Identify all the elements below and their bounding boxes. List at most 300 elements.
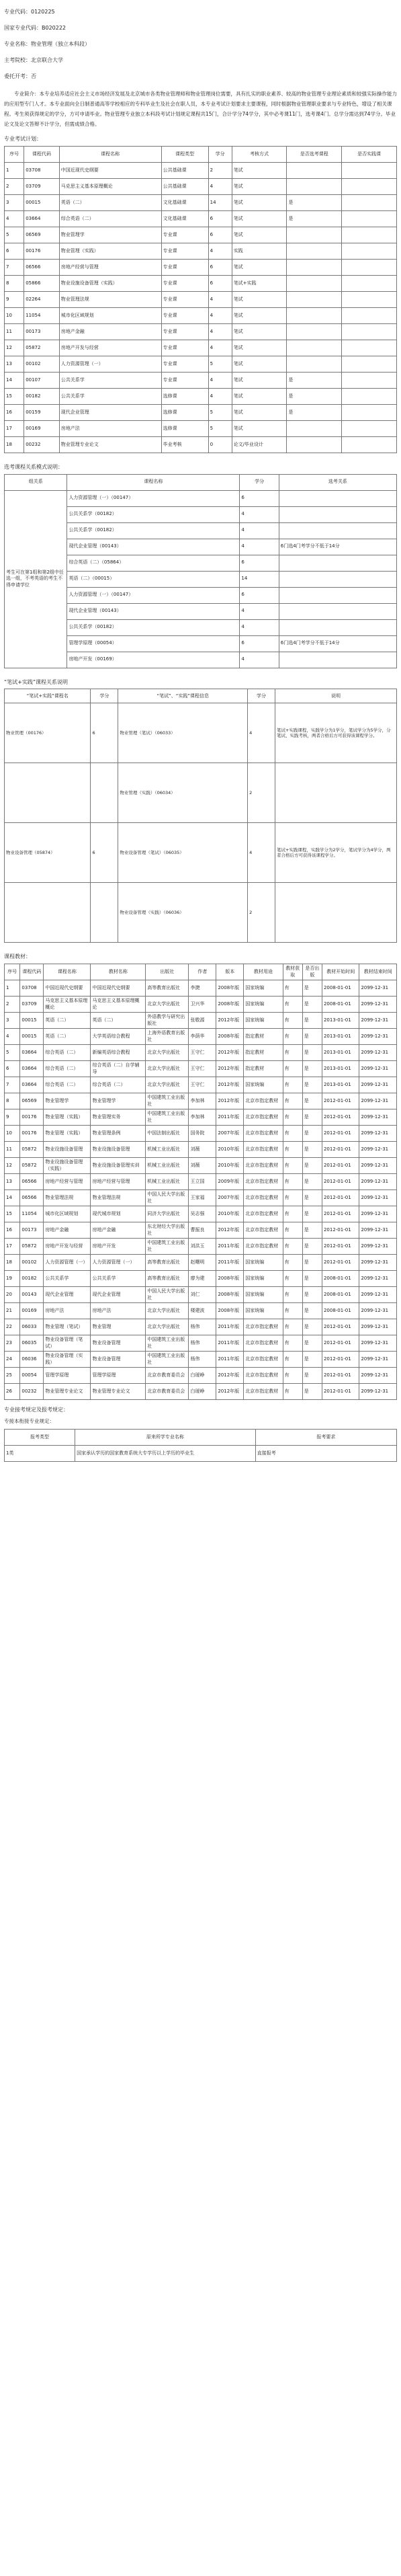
- elective-cell: 4: [240, 603, 279, 619]
- textbook-cell: 是: [302, 1190, 322, 1206]
- plan-cell: 7: [5, 259, 24, 275]
- plan-cell: 6: [208, 275, 232, 291]
- exam-plan-table: [4, 146, 397, 453]
- textbook-cell: 国家统编: [244, 1077, 283, 1093]
- elective-header: 选考关系: [279, 474, 396, 490]
- textbook-cell: 英语（二）: [91, 1013, 146, 1029]
- practice-row: [5, 703, 397, 763]
- textbook-cell: 北京市教育委员会: [146, 1384, 189, 1400]
- plan-cell: 9: [5, 291, 24, 307]
- textbook-cell: 18: [5, 1255, 20, 1271]
- textbook-cell: 2099-12-31: [359, 1287, 397, 1303]
- textbook-cell: 有: [283, 1109, 302, 1126]
- textbook-cell: 刘薇: [189, 1142, 216, 1158]
- textbook-cell: 刘薇: [189, 1158, 216, 1174]
- specialty-name: 专业名称：物业管理（独立本科段）: [4, 41, 90, 47]
- practice-header: 学分: [248, 689, 275, 703]
- plan-header: 是否实践课: [342, 146, 397, 162]
- plan-cell: 笔试: [232, 372, 287, 388]
- plan-cell: [342, 275, 397, 291]
- plan-cell: 4: [208, 243, 232, 259]
- textbook-cell: 06566: [20, 1190, 44, 1206]
- plan-row: [5, 404, 397, 420]
- textbook-cell: 是: [302, 997, 322, 1013]
- plan-row: [5, 356, 397, 372]
- textbook-cell: 2008年版: [216, 1287, 244, 1303]
- plan-cell: 是: [287, 404, 342, 420]
- plan-cell: 03709: [24, 178, 60, 194]
- textbook-cell: 有: [283, 1319, 302, 1335]
- document-page: [4, 0, 397, 1462]
- textbook-cell: 物业管理学: [91, 1093, 146, 1109]
- elective-cell: [279, 571, 396, 587]
- elective-table: [4, 474, 397, 668]
- elective-cell: 现代企业管理（00143）: [67, 603, 240, 619]
- textbook-cell: 刘洪玉: [189, 1239, 216, 1255]
- textbook-table: [4, 964, 397, 1400]
- plan-cell: 笔试: [232, 259, 287, 275]
- plan-cell: 专业课: [161, 323, 208, 340]
- elective-cell: 6: [240, 555, 279, 571]
- plan-row: [5, 323, 397, 340]
- elective-cell: 现代企业管理（00143）: [67, 539, 240, 555]
- plan-cell: 选修课: [161, 420, 208, 436]
- elective-cell: 4: [240, 522, 279, 539]
- textbook-cell: 北京大学出版社: [146, 1045, 189, 1061]
- practice-header: “笔试”、“实践”课程信息: [118, 689, 248, 703]
- textbook-header: 是否出版: [302, 964, 322, 980]
- plan-cell: 4: [208, 178, 232, 194]
- plan-cell: 4: [208, 323, 232, 340]
- textbook-cell: 22: [5, 1319, 20, 1335]
- textbook-row: [5, 1384, 397, 1400]
- textbook-cell: 15: [5, 1206, 20, 1222]
- textbook-cell: 国家统编: [244, 997, 283, 1013]
- textbook-cell: 北京市教育委员会: [146, 1368, 189, 1384]
- specialty-code: 专业代码：0120225: [4, 9, 55, 15]
- elective-cell: 6门选4门考学分不低于14分: [279, 539, 396, 555]
- textbook-cell: 楼建波: [189, 1303, 216, 1319]
- plan-cell: 2: [208, 162, 232, 178]
- textbook-cell: 2008-01-01: [322, 997, 359, 1013]
- plan-cell: 03664: [24, 210, 60, 227]
- plan-cell: 选修课: [161, 404, 208, 420]
- plan-header: 是否选考课程: [287, 146, 342, 162]
- textbook-cell: 2011年版: [216, 1352, 244, 1368]
- textbook-cell: 有: [283, 1384, 302, 1400]
- textbook-cell: 2099-12-31: [359, 1190, 397, 1206]
- textbook-cell: 李加林: [189, 1093, 216, 1109]
- textbook-cell: 00232: [20, 1384, 44, 1400]
- textbook-cell: 19: [5, 1271, 20, 1287]
- plan-cell: 物业管理法规: [59, 291, 161, 307]
- textbook-cell: 北京大学出版社: [146, 1061, 189, 1077]
- plan-row: [5, 259, 397, 275]
- textbook-cell: 北京市指定教材: [244, 1335, 283, 1352]
- plan-cell: [342, 243, 397, 259]
- textbook-row: [5, 1368, 397, 1384]
- textbook-cell: 房地产法: [44, 1303, 91, 1319]
- textbook-cell: 中国近现代史纲要: [44, 980, 91, 997]
- textbook-cell: 是: [302, 1335, 322, 1352]
- textbook-cell: 00102: [20, 1255, 44, 1271]
- practice-cell: 物业管理（笔试）（06033）: [118, 703, 248, 763]
- textbook-cell: 06036: [20, 1352, 44, 1368]
- elective-cell: 人力资源管理（一）（00147）: [67, 587, 240, 603]
- textbook-cell: 是: [302, 1271, 322, 1287]
- textbook-cell: 同济大学出版社: [146, 1206, 189, 1222]
- admission-row: [5, 1446, 397, 1462]
- textbook-cell: 2013-01-01: [322, 1045, 359, 1061]
- plan-cell: [287, 291, 342, 307]
- admission-header: 原来所学专业名称: [75, 1430, 256, 1446]
- textbook-cell: 马克思主义基本原理概论: [91, 997, 146, 1013]
- textbook-cell: 13: [5, 1174, 20, 1190]
- textbook-cell: 2008-01-01: [322, 980, 359, 997]
- textbook-cell: 物业设施设备管理（实践）: [44, 1158, 91, 1174]
- plan-cell: 1: [5, 162, 24, 178]
- textbook-cell: 2008-01-01: [322, 1287, 359, 1303]
- plan-cell: 实践: [232, 243, 287, 259]
- plan-row: [5, 372, 397, 388]
- textbook-row: [5, 1271, 397, 1287]
- textbook-cell: 中国人民大学出版社: [146, 1287, 189, 1303]
- textbook-cell: 有: [283, 1206, 302, 1222]
- plan-cell: 房地产经营与管理: [59, 259, 161, 275]
- textbook-cell: 有: [283, 1368, 302, 1384]
- textbook-cell: 是: [302, 1061, 322, 1077]
- textbook-cell: 10: [5, 1126, 20, 1142]
- plan-cell: 公共关系学: [59, 388, 161, 404]
- plan-cell: [287, 162, 342, 178]
- textbook-cell: 综合英语（二）: [44, 1077, 91, 1093]
- textbook-cell: 是: [302, 1045, 322, 1061]
- textbook-cell: 外语教学与研究出版社: [146, 1013, 189, 1029]
- textbook-cell: 2011年版: [216, 1319, 244, 1335]
- plan-cell: [342, 307, 397, 323]
- plan-cell: 笔试: [232, 210, 287, 227]
- elective-cell: [279, 652, 396, 668]
- textbook-cell: 是: [302, 1368, 322, 1384]
- textbook-cell: 有: [283, 1287, 302, 1303]
- textbook-row: [5, 1093, 397, 1109]
- textbook-cell: 00176: [20, 1126, 44, 1142]
- practice-row: [5, 883, 397, 943]
- textbook-cell: 国家统编: [244, 1255, 283, 1271]
- textbook-cell: 高等教育出版社: [146, 1271, 189, 1287]
- textbook-cell: 管理学原理: [91, 1368, 146, 1384]
- textbook-cell: 12: [5, 1158, 20, 1174]
- practice-header: “笔试+实践”课程名: [5, 689, 91, 703]
- textbook-cell: 2013-01-01: [322, 1029, 359, 1045]
- textbook-cell: 北京市指定教材: [244, 1158, 283, 1174]
- textbook-cell: 李荫华: [189, 1029, 216, 1045]
- plan-cell: 公共关系学: [59, 372, 161, 388]
- textbook-cell: 王家福: [189, 1190, 216, 1206]
- textbook-cell: 北京市指定教材: [244, 1126, 283, 1142]
- textbook-cell: 李加林: [189, 1109, 216, 1126]
- plan-cell: 笔试: [232, 307, 287, 323]
- plan-cell: 4: [208, 388, 232, 404]
- plan-cell: 4: [5, 210, 24, 227]
- textbook-cell: 东北财经大学出版社: [146, 1222, 189, 1239]
- plan-cell: 00102: [24, 356, 60, 372]
- plan-cell: 05866: [24, 275, 60, 291]
- elective-cell: 4: [240, 652, 279, 668]
- plan-cell: [287, 275, 342, 291]
- textbook-cell: 中国建筑工业出版社: [146, 1239, 189, 1255]
- elective-cell: [279, 619, 396, 635]
- textbook-cell: 2012-01-01: [322, 1335, 359, 1352]
- textbook-cell: 2012-01-01: [322, 1255, 359, 1271]
- textbook-cell: 有: [283, 1013, 302, 1029]
- plan-cell: 8: [5, 275, 24, 291]
- textbook-cell: 综合英语（二）自学辅导: [91, 1061, 146, 1077]
- plan-cell: 00015: [24, 194, 60, 210]
- textbook-cell: 2099-12-31: [359, 1352, 397, 1368]
- plan-header: 序号: [5, 146, 24, 162]
- plan-cell: [287, 340, 342, 356]
- textbook-cell: 03664: [20, 1045, 44, 1061]
- plan-cell: 00232: [24, 436, 60, 453]
- plan-cell: 笔试: [232, 194, 287, 210]
- textbook-cell: 2099-12-31: [359, 1319, 397, 1335]
- textbook-cell: 2012-01-01: [322, 1093, 359, 1109]
- plan-cell: 05872: [24, 340, 60, 356]
- textbook-cell: 00054: [20, 1368, 44, 1384]
- textbook-cell: 物业设备管理: [91, 1352, 146, 1368]
- textbook-cell: 2010年版: [216, 1158, 244, 1174]
- plan-cell: [342, 162, 397, 178]
- textbook-cell: 2008-01-01: [322, 1271, 359, 1287]
- textbook-cell: 中国建筑工业出版社: [146, 1109, 189, 1126]
- exam-school: 主考院校：北京联合大学: [4, 57, 63, 63]
- plan-cell: 专业课: [161, 340, 208, 356]
- textbook-cell: 2012-01-01: [322, 1126, 359, 1142]
- plan-cell: 专业课: [161, 227, 208, 243]
- elective-cell: 4: [240, 539, 279, 555]
- textbook-cell: 北京市指定教材: [244, 1190, 283, 1206]
- textbook-cell: 2099-12-31: [359, 1142, 397, 1158]
- textbook-cell: 有: [283, 1142, 302, 1158]
- textbook-cell: 北京市指定教材: [244, 1109, 283, 1126]
- textbook-cell: 17: [5, 1239, 20, 1255]
- textbook-cell: 物业管理法规: [44, 1190, 91, 1206]
- textbook-cell: 有: [283, 1271, 302, 1287]
- textbook-cell: 杨伟: [189, 1335, 216, 1352]
- plan-row: [5, 436, 397, 453]
- textbook-cell: 2099-12-31: [359, 1271, 397, 1287]
- plan-cell: 专业课: [161, 243, 208, 259]
- admission-section-title: 专业接考规定及报考规定：: [4, 1407, 69, 1413]
- textbook-cell: 7: [5, 1077, 20, 1093]
- textbook-cell: 2012-01-01: [322, 1174, 359, 1190]
- textbook-cell: 李捷: [189, 980, 216, 997]
- textbook-cell: 11054: [20, 1206, 44, 1222]
- textbook-cell: 杨伟: [189, 1319, 216, 1335]
- textbook-cell: 有: [283, 1335, 302, 1352]
- textbook-cell: 机械工业出版社: [146, 1142, 189, 1158]
- textbook-cell: 王守仁: [189, 1045, 216, 1061]
- elective-cell: 4: [240, 619, 279, 635]
- textbook-cell: 北京市指定教材: [244, 1368, 283, 1384]
- textbook-cell: 有: [283, 1029, 302, 1045]
- textbook-cell: 2008年版: [216, 997, 244, 1013]
- textbook-cell: 中国人民大学出版社: [146, 1190, 189, 1206]
- textbook-cell: 物业管理专业论文: [44, 1384, 91, 1400]
- plan-cell: 笔试: [232, 340, 287, 356]
- textbook-cell: 房地产开发与经营: [44, 1239, 91, 1255]
- textbook-cell: 03664: [20, 1061, 44, 1077]
- textbook-cell: 2008年版: [216, 1271, 244, 1287]
- textbook-cell: 指定教材: [244, 1061, 283, 1077]
- plan-cell: [342, 227, 397, 243]
- plan-cell: 专业课: [161, 291, 208, 307]
- textbook-row: [5, 1239, 397, 1255]
- elective-cell: 综合英语（二）（05864）: [67, 555, 240, 571]
- practice-header: 学分: [91, 689, 118, 703]
- textbook-cell: 是: [302, 1142, 322, 1158]
- textbook-cell: 2099-12-31: [359, 1077, 397, 1093]
- textbook-cell: 05872: [20, 1239, 44, 1255]
- plan-cell: 14: [208, 194, 232, 210]
- plan-cell: 笔试+实践: [232, 275, 287, 291]
- textbook-cell: 北京市指定教材: [244, 1206, 283, 1222]
- elective-cell: 房地产开发（00169）: [67, 652, 240, 668]
- textbook-cell: 英语（二）: [44, 1013, 91, 1029]
- textbook-cell: 2012年版: [216, 1061, 244, 1077]
- textbook-cell: 2099-12-31: [359, 1126, 397, 1142]
- textbook-cell: 26: [5, 1384, 20, 1400]
- plan-cell: 专业课: [161, 275, 208, 291]
- textbook-cell: 00169: [20, 1303, 44, 1319]
- plan-cell: [287, 243, 342, 259]
- textbook-cell: 卫兴华: [189, 997, 216, 1013]
- admission-cell: 国家承认学历的国家教育系统大专学历以上学历的毕业生: [75, 1446, 256, 1462]
- textbook-row: [5, 1029, 397, 1045]
- textbook-row: [5, 1352, 397, 1368]
- textbook-cell: 14: [5, 1190, 20, 1206]
- elective-header: 学分: [240, 474, 279, 490]
- elective-cell: [279, 555, 396, 571]
- textbook-header: 教材开始时间: [322, 964, 359, 980]
- plan-cell: 专业课: [161, 356, 208, 372]
- practice-cell: 物业设备管理（05874）: [5, 823, 91, 883]
- plan-cell: [342, 210, 397, 227]
- textbook-cell: 北京大学出版社: [146, 1077, 189, 1093]
- textbook-cell: 有: [283, 1077, 302, 1093]
- admission-table: [4, 1429, 397, 1462]
- plan-cell: 物业管理专业论文: [59, 436, 161, 453]
- textbook-cell: 2012-01-01: [322, 1206, 359, 1222]
- plan-cell: 笔试: [232, 404, 287, 420]
- plan-cell: [287, 436, 342, 453]
- plan-header: 学分: [208, 146, 232, 162]
- textbook-cell: 人力资源管理（一）: [44, 1255, 91, 1271]
- textbook-cell: 人力资源管理（一）: [91, 1255, 146, 1271]
- textbook-row: [5, 1158, 397, 1174]
- textbook-cell: 2008年版: [216, 1303, 244, 1319]
- textbook-cell: 有: [283, 980, 302, 997]
- textbook-cell: 国家统编: [244, 980, 283, 997]
- textbook-cell: 北京市指定教材: [244, 1384, 283, 1400]
- textbook-cell: 是: [302, 1222, 322, 1239]
- textbook-cell: 2099-12-31: [359, 1109, 397, 1126]
- textbook-cell: 00173: [20, 1222, 44, 1239]
- textbook-cell: 王守仁: [189, 1077, 216, 1093]
- textbook-cell: 06566: [20, 1174, 44, 1190]
- plan-cell: 3: [5, 194, 24, 210]
- textbook-cell: 03664: [20, 1077, 44, 1093]
- practice-cell: 2: [248, 883, 275, 943]
- plan-cell: 人力资源管理（一）: [59, 356, 161, 372]
- plan-cell: 现代企业管理: [59, 404, 161, 420]
- textbook-cell: 北京市指定教材: [244, 1222, 283, 1239]
- plan-cell: [342, 388, 397, 404]
- textbook-cell: 2008-01-01: [322, 1303, 359, 1319]
- plan-row: [5, 291, 397, 307]
- admission-note: 专接本衔接专业规定：: [4, 1417, 54, 1424]
- elective-cell: 6: [240, 635, 279, 652]
- plan-cell: 6: [208, 259, 232, 275]
- textbook-cell: 2099-12-31: [359, 1255, 397, 1271]
- plan-header: 考核方式: [232, 146, 287, 162]
- textbook-cell: 是: [302, 1287, 322, 1303]
- textbook-cell: 2012-01-01: [322, 1142, 359, 1158]
- textbook-cell: 北京市指定教材: [244, 1239, 283, 1255]
- textbook-cell: 2099-12-31: [359, 1335, 397, 1352]
- elective-cell: 人力资源管理（一）（00147）: [67, 490, 240, 506]
- textbook-header: 版本: [216, 964, 244, 980]
- textbook-cell: 2012年版: [216, 1013, 244, 1029]
- elective-cell: [279, 506, 396, 522]
- textbook-row: [5, 1061, 397, 1077]
- plan-cell: 15: [5, 388, 24, 404]
- textbook-row: [5, 980, 397, 997]
- textbook-cell: 物业管理: [91, 1319, 146, 1335]
- textbook-cell: 物业管理学: [44, 1093, 91, 1109]
- admission-header: 报考类型: [5, 1430, 75, 1446]
- plan-cell: 是: [287, 194, 342, 210]
- elective-cell: 6门选4门考学分不低于14分: [279, 635, 396, 652]
- textbook-cell: 物业管理专业论文: [91, 1384, 146, 1400]
- textbook-cell: 2013-01-01: [322, 1077, 359, 1093]
- plan-cell: 4: [208, 340, 232, 356]
- textbook-cell: 2011年版: [216, 1335, 244, 1352]
- textbook-cell: 03709: [20, 997, 44, 1013]
- textbook-cell: 2099-12-31: [359, 1029, 397, 1045]
- plan-cell: 笔试: [232, 356, 287, 372]
- textbook-cell: 2099-12-31: [359, 980, 397, 997]
- plan-cell: 房地产开发与经营: [59, 340, 161, 356]
- textbook-cell: 2012-01-01: [322, 1239, 359, 1255]
- textbook-cell: 23: [5, 1335, 20, 1352]
- textbook-cell: 2012-01-01: [322, 1319, 359, 1335]
- textbook-cell: 2012年版: [216, 1384, 244, 1400]
- textbook-cell: 11: [5, 1142, 20, 1158]
- textbook-cell: 廖为建: [189, 1271, 216, 1287]
- textbook-cell: 2012-01-01: [322, 1109, 359, 1126]
- plan-cell: 笔试: [232, 178, 287, 194]
- plan-cell: [287, 259, 342, 275]
- plan-row: [5, 340, 397, 356]
- elective-group-cell: 考生可在第1组和第2组中任选一组，不考英语的考生不得申请学位: [5, 490, 67, 668]
- textbook-cell: 3: [5, 1013, 20, 1029]
- textbook-cell: 06035: [20, 1335, 44, 1352]
- plan-cell: 笔试: [232, 162, 287, 178]
- textbook-cell: 有: [283, 1093, 302, 1109]
- plan-cell: 16: [5, 404, 24, 420]
